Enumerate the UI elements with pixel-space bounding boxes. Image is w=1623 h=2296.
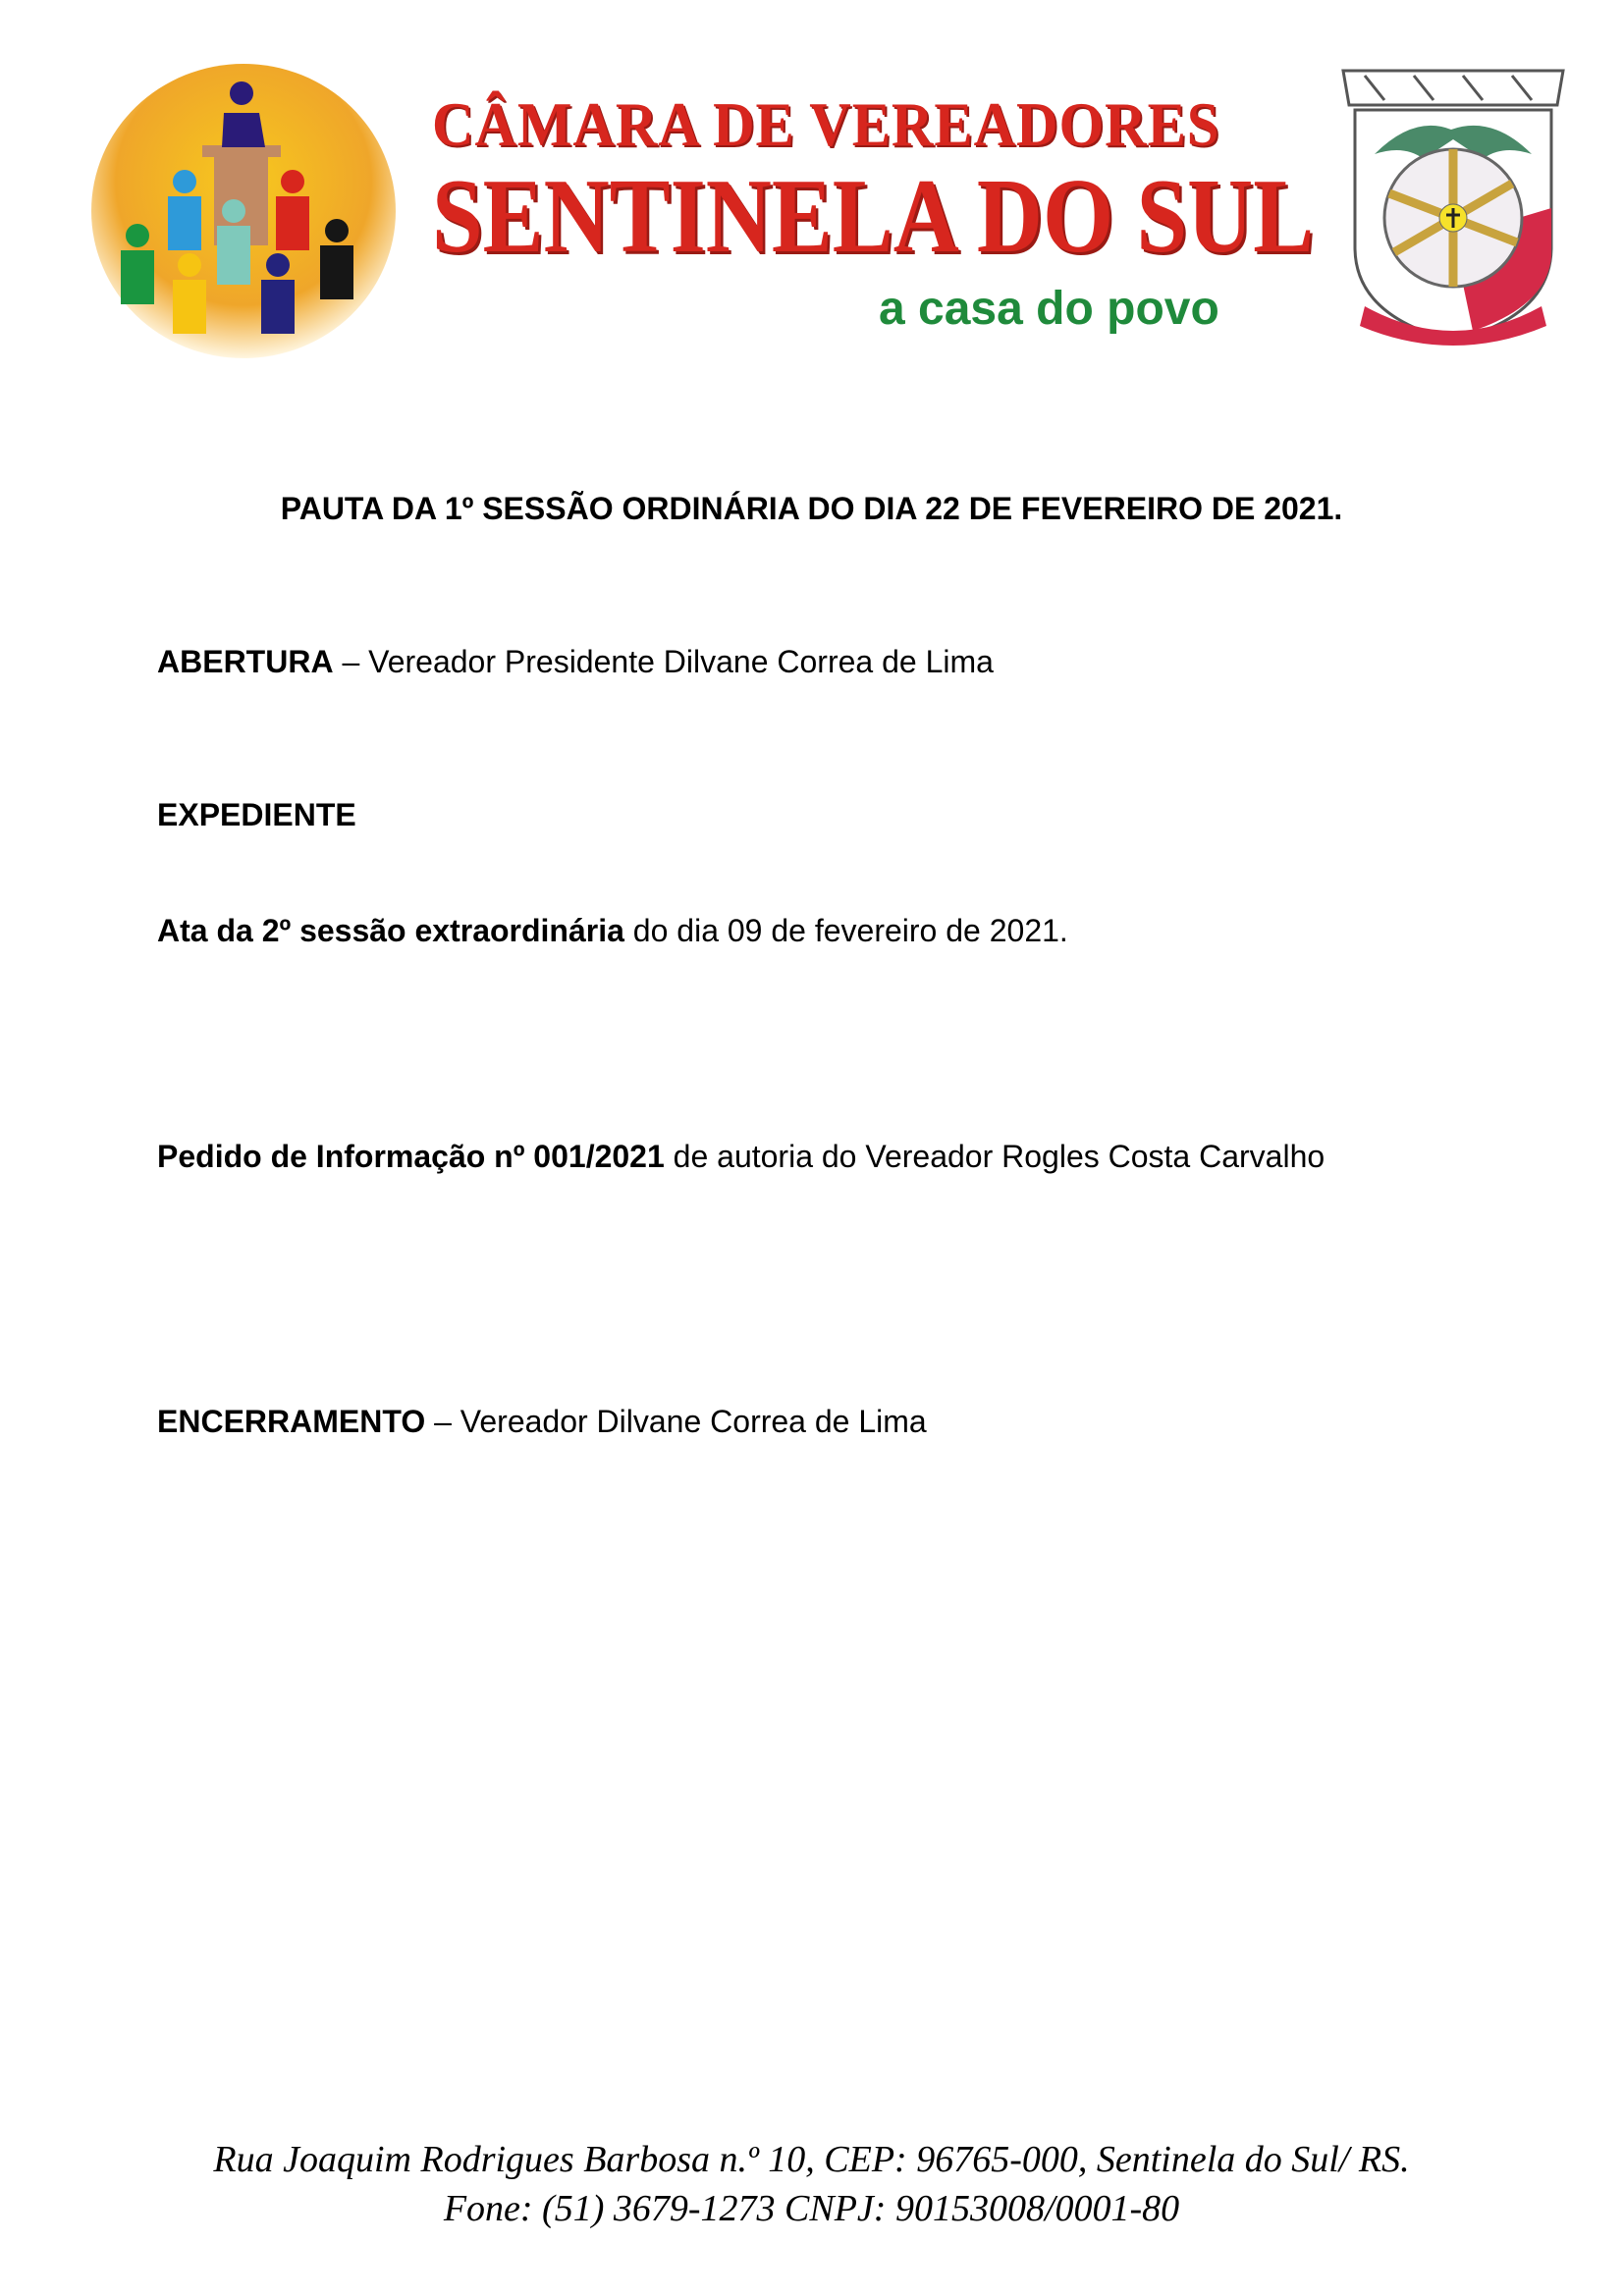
agenda-item-abertura — [157, 644, 994, 680]
agenda-item-pedido — [157, 1139, 1325, 1175]
footer-contact: Fone: (51) 3679-1273 CNPJ: 90153008/0001-80 — [443, 2188, 1180, 2229]
header-tagline: a casa do povo — [879, 283, 1219, 335]
agenda-item-label: EXPEDIENTE — [157, 797, 356, 832]
podium-people-icon — [86, 59, 401, 363]
header-line-1: CÂMARA DE VEREADORES — [432, 89, 1220, 159]
agenda-item-expediente — [157, 797, 356, 833]
agenda-item-ata — [157, 913, 1068, 949]
coat-of-arms — [1335, 61, 1571, 355]
document-title: PAUTA DA 1º SESSÃO ORDINÁRIA DO DIA 22 DE FEVEREIRO DE 2021. — [280, 491, 1343, 526]
agenda-item-label: ABERTURA — [157, 644, 334, 679]
footer-address: Rua Joaquim Rodrigues Barbosa n.º 10, CEP: 96765-000, Sentinela do Sul/ RS. — [213, 2139, 1410, 2180]
agenda-item-text: do dia 09 de fevereiro de 2021. — [623, 913, 1068, 948]
agenda-item-label: ENCERRAMENTO — [157, 1404, 426, 1439]
agenda-item-text: – Vereador Dilvane Correa de Lima — [425, 1404, 927, 1439]
coat-of-arms-icon — [1335, 61, 1571, 355]
agenda-item-label: Ata da 2º sessão extraordinária — [157, 913, 624, 948]
agenda-item-label: Pedido de Informação nº 001/2021 — [157, 1139, 665, 1174]
chamber-logo — [86, 59, 401, 363]
header-title-block — [432, 89, 1315, 335]
agenda-item-text: – Vereador Presidente Dilvane Correa de Lima — [333, 644, 994, 679]
agenda-item-text: de autoria do Vereador Rogles Costa Carvalho — [664, 1139, 1325, 1174]
agenda-item-encerramento — [157, 1404, 927, 1440]
header-line-2: SENTINELA DO SUL — [432, 158, 1315, 275]
